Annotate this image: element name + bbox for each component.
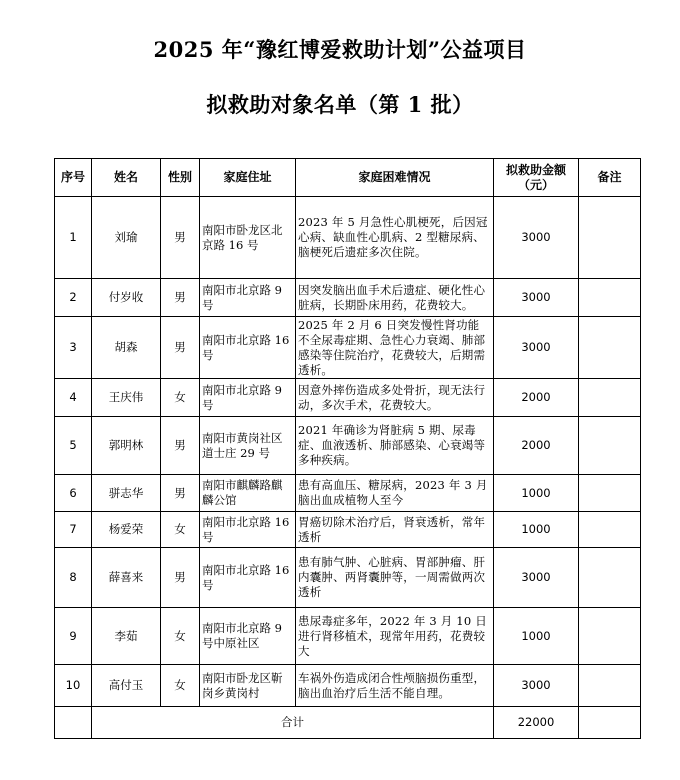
row-amount: 3000 (494, 665, 579, 707)
row-address: 南阳市卧龙区靳岗乡黄岗村 (200, 665, 296, 707)
header-remark: 备注 (579, 159, 641, 197)
header-situation: 家庭困难情况 (296, 159, 494, 197)
row-situation: 因突发脑出血手术后遗症、硬化性心脏病，长期卧床用药，花费较大。 (296, 279, 494, 317)
row-remark (579, 512, 641, 548)
row-situation: 胃癌切除术治疗后，肾衰透析，常年透析 (296, 512, 494, 548)
row-index: 1 (55, 197, 92, 279)
row-index: 7 (55, 512, 92, 548)
header-name: 姓名 (92, 159, 161, 197)
row-situation: 患有肺气肿、心脏病、胃部肿瘤、肝内囊肿、两肾囊肿等，一周需做两次透析 (296, 548, 494, 608)
row-name: 郭明林 (92, 417, 161, 475)
table-row (55, 665, 641, 707)
header-address: 家庭住址 (200, 159, 296, 197)
row-amount: 1000 (494, 512, 579, 548)
row-amount: 1000 (494, 475, 579, 512)
row-remark (579, 379, 641, 417)
row-address: 南阳市北京路 9 号中原社区 (200, 608, 296, 665)
row-address: 南阳市黄岗社区道士庄 29 号 (200, 417, 296, 475)
row-address: 南阳市北京路 16 号 (200, 548, 296, 608)
row-name: 骈志华 (92, 475, 161, 512)
header-gender: 性别 (161, 159, 200, 197)
row-amount: 3000 (494, 197, 579, 279)
row-remark (579, 417, 641, 475)
table-row (55, 379, 641, 417)
row-name: 王庆伟 (92, 379, 161, 417)
row-index: 9 (55, 608, 92, 665)
row-index: 2 (55, 279, 92, 317)
row-amount: 3000 (494, 317, 579, 379)
table-row (55, 279, 641, 317)
document-subtitle: 拟救助对象名单（第 1 批） (206, 92, 474, 117)
row-situation: 患有高血压、糖尿病，2023 年 3 月脑出血成植物人至今 (296, 475, 494, 512)
row-situation: 车祸外伤造成闭合性颅脑损伤重型，脑出血治疗后生活不能自理。 (296, 665, 494, 707)
row-name: 刘瑜 (92, 197, 161, 279)
header-index: 序号 (55, 159, 92, 197)
row-gender: 女 (161, 379, 200, 417)
row-gender: 男 (161, 317, 200, 379)
row-name: 杨爱荣 (92, 512, 161, 548)
row-name: 高付玉 (92, 665, 161, 707)
row-name: 胡森 (92, 317, 161, 379)
row-index: 4 (55, 379, 92, 417)
header-amount: 拟救助金额（元） (494, 159, 579, 197)
row-situation: 2025 年 2 月 6 日突发慢性肾功能不全尿毒症期、急性心力衰竭、肺部感染等住院治疗，花费较大，后期需透析。 (296, 317, 494, 379)
row-index: 8 (55, 548, 92, 608)
row-amount: 3000 (494, 548, 579, 608)
row-situation: 患尿毒症多年，2022 年 3 月 10 日进行肾移植术，现常年用药，花费较大 (296, 608, 494, 665)
recipient-table (54, 158, 641, 739)
row-index: 10 (55, 665, 92, 707)
row-amount: 2000 (494, 417, 579, 475)
row-situation: 2021 年确诊为肾脏病 5 期、尿毒症、血液透析、肺部感染、心衰竭等多种疾病。 (296, 417, 494, 475)
document-title: 2025 年“豫红博爱救助计划”公益项目 (153, 37, 527, 62)
row-situation: 因意外摔伤造成多处骨折，现无法行动，多次手术，花费较大。 (296, 379, 494, 417)
row-address: 南阳市麒麟路麒麟公馆 (200, 475, 296, 512)
row-address: 南阳市北京路 16 号 (200, 317, 296, 379)
total-amount: 22000 (494, 707, 579, 739)
row-remark (579, 665, 641, 707)
row-remark (579, 197, 641, 279)
row-gender: 女 (161, 665, 200, 707)
row-name: 付岁收 (92, 279, 161, 317)
row-address: 南阳市卧龙区北京路 16 号 (200, 197, 296, 279)
table-row (55, 608, 641, 665)
row-address: 南阳市北京路 9 号 (200, 279, 296, 317)
row-amount: 3000 (494, 279, 579, 317)
row-remark (579, 608, 641, 665)
row-gender: 男 (161, 475, 200, 512)
table-row (55, 475, 641, 512)
table-row (55, 317, 641, 379)
row-amount: 1000 (494, 608, 579, 665)
row-gender: 女 (161, 512, 200, 548)
row-remark (579, 548, 641, 608)
row-remark (579, 279, 641, 317)
table-row (55, 548, 641, 608)
table-row (55, 512, 641, 548)
table-row (55, 417, 641, 475)
row-name: 薛喜来 (92, 548, 161, 608)
table-header-row (55, 159, 641, 197)
total-row (55, 707, 641, 739)
row-gender: 男 (161, 417, 200, 475)
row-remark (579, 317, 641, 379)
row-index: 6 (55, 475, 92, 512)
row-amount: 2000 (494, 379, 579, 417)
row-gender: 男 (161, 197, 200, 279)
row-gender: 男 (161, 548, 200, 608)
row-address: 南阳市北京路 16 号 (200, 512, 296, 548)
row-index: 5 (55, 417, 92, 475)
total-label: 合计 (92, 707, 494, 739)
row-name: 李茹 (92, 608, 161, 665)
row-index: 3 (55, 317, 92, 379)
row-gender: 女 (161, 608, 200, 665)
row-address: 南阳市北京路 9 号 (200, 379, 296, 417)
table-row (55, 197, 641, 279)
row-remark (579, 475, 641, 512)
row-gender: 男 (161, 279, 200, 317)
row-situation: 2023 年 5 月急性心肌梗死，后因冠心病、缺血性心肌病、2 型糖尿病、脑梗死后遗症多次住院。 (296, 197, 494, 279)
